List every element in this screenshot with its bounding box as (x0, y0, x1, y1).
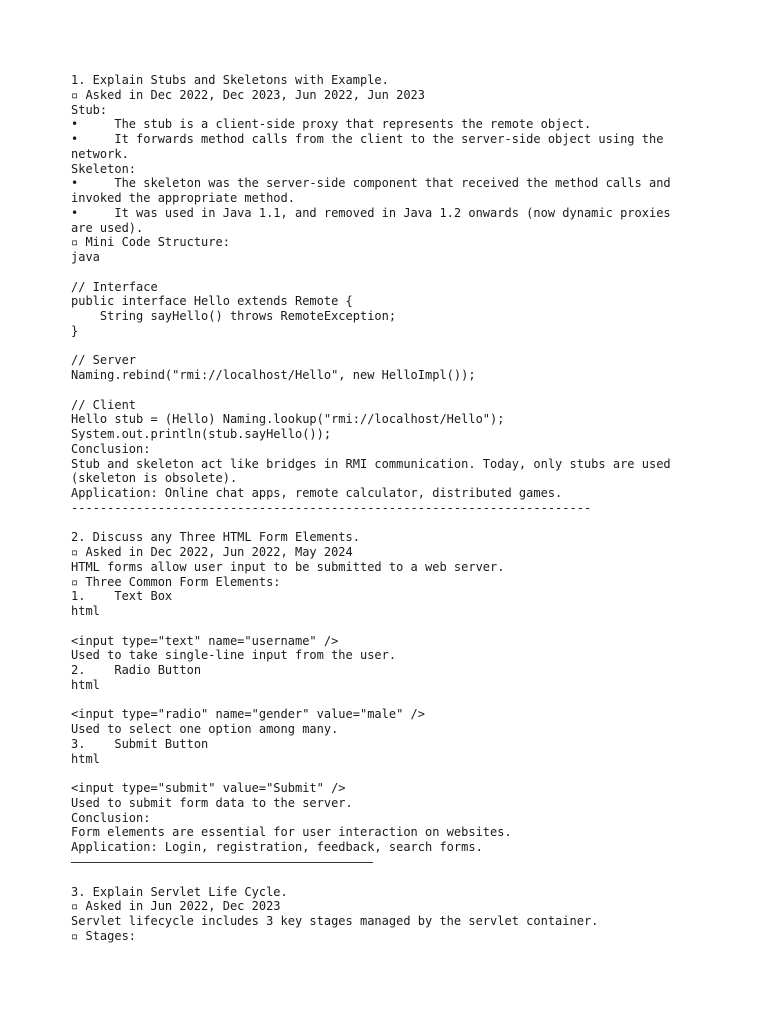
horizontal-rule (71, 862, 373, 863)
blank-line (71, 383, 711, 398)
text-line: ▫ Asked in Dec 2022, Jun 2022, May 2024 (71, 545, 353, 559)
blank-line (71, 516, 711, 531)
text-line: ▫ Asked in Jun 2022, Dec 2023 (71, 899, 281, 914)
text-line: html (71, 677, 100, 692)
text-line: • The stub is a client-side proxy that represents the remote object. (71, 117, 592, 132)
text-line: Conclusion: (71, 441, 151, 456)
text-line: java (71, 250, 100, 264)
text-line: ------------------------------------------------------------------------ (71, 500, 592, 515)
text-line: html (71, 604, 100, 618)
text-line: Application: Login, registration, feedback, search forms. (71, 840, 483, 854)
text-line: Used to select one option among many. (71, 722, 339, 736)
text-line: <input type="radio" name="gender" value="male" /> (71, 707, 426, 722)
text-line: 3. Explain Servlet Life Cycle. (71, 884, 288, 899)
blank-line (71, 265, 711, 280)
text-line: 3. Submit Button (71, 736, 209, 751)
text-line: ▫ Mini Code Structure: (71, 235, 230, 250)
text-line: • It forwards method calls from the client to the server-side object using the (71, 132, 664, 146)
blank-line (71, 339, 711, 354)
text-line: Stub and skeleton act like bridges in RMI communication. Today, only stubs are used (71, 456, 671, 471)
text-line: 1. Explain Stubs and Skeletons with Example. (71, 73, 389, 87)
text-line: 2. Radio Button (71, 663, 202, 677)
text-line: 2. Discuss any Three HTML Form Elements. (71, 530, 360, 545)
text-line: invoked the appropriate method. (71, 191, 295, 205)
blank-line (71, 766, 711, 781)
text-line: // Client (71, 397, 137, 412)
text-line: // Interface (71, 279, 158, 294)
text-line: public interface Hello extends Remote { (71, 294, 353, 309)
text-line: Servlet lifecycle includes 3 key stages managed by the servlet container. (71, 914, 599, 928)
text-line: ▫ Asked in Dec 2022, Dec 2023, Jun 2022, Jun 2023 (71, 87, 426, 102)
text-line: network. (71, 146, 129, 161)
text-line: html (71, 751, 100, 766)
text-line: Form elements are essential for user interaction on websites. (71, 825, 512, 840)
text-line: Conclusion: (71, 810, 151, 825)
text-line: Naming.rebind("rmi://localhost/Hello", new HelloImpl()); (71, 368, 476, 382)
document-page (71, 73, 711, 944)
text-line: Used to submit form data to the server. (71, 795, 353, 810)
text-line: are used). (71, 220, 144, 235)
text-line: • The skeleton was the server-side component that received the method calls and (71, 176, 671, 191)
text-line: Used to take single-line input from the user. (71, 648, 397, 663)
text-line: ▫ Stages: (71, 928, 137, 943)
text-line: 1. Text Box (71, 589, 173, 604)
text-line: System.out.println(stub.sayHello()); (71, 427, 332, 441)
text-line: <input type="submit" value="Submit" /> (71, 781, 346, 795)
text-line: Skeleton: (71, 161, 137, 176)
text-line: <input type="text" name="username" /> (71, 633, 339, 648)
text-line: Stub: (71, 102, 108, 117)
blank-line (71, 619, 711, 634)
text-line: HTML forms allow user input to be submitted to a web server. (71, 559, 505, 574)
blank-line (71, 870, 711, 885)
text-line: • It was used in Java 1.1, and removed in Java 1.2 onwards (now dynamic proxies (71, 205, 671, 220)
text-line: ▫ Three Common Form Elements: (71, 574, 281, 589)
text-line: (skeleton is obsolete). (71, 471, 238, 486)
text-line: } (71, 323, 79, 338)
text-line: // Server (71, 353, 137, 368)
blank-line (71, 693, 711, 708)
text-line: String sayHello() throws RemoteException; (71, 309, 397, 323)
text-line: Application: Online chat apps, remote calculator, distributed games. (71, 486, 563, 500)
text-line: Hello stub = (Hello) Naming.lookup("rmi://localhost/Hello"); (71, 412, 505, 427)
